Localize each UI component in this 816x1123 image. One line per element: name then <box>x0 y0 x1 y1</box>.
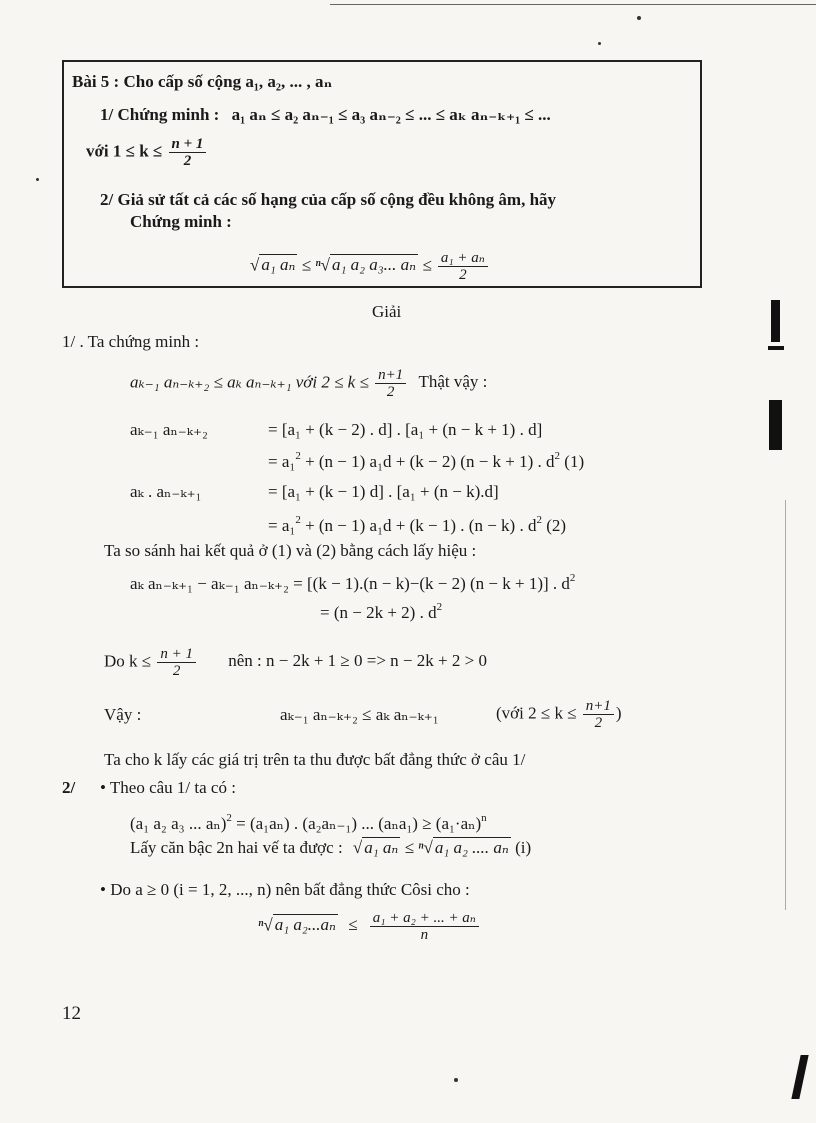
scan-speck <box>454 1078 458 1082</box>
since-fraction <box>157 646 196 679</box>
scan-speck <box>598 42 601 45</box>
diff-line2: = (n − 2k + 2) . $d^2$ <box>320 601 443 622</box>
eq1-lhs: aₖ₋₁ aₙ₋ₖ₊₂ <box>130 420 208 439</box>
part2-fraction <box>438 250 488 283</box>
eq2-cont: = a₁$^2$ + (n − 1) a₁d + (k − 1) . (n − k) . $d^2$ (2) <box>268 514 567 535</box>
part1-cond-fraction <box>169 136 207 169</box>
sqrt-term-1: a₁ aₙ <box>364 838 399 857</box>
eq-part: = (a₁aₙ) . (a₂aₙ₋₁) ... (aₙa₁) ≥ (a₁·aₙ) <box>231 814 482 833</box>
claim-tail: Thật vậy : <box>418 372 488 392</box>
eq-part: (a₁ a₂ a₃ ... aₙ) <box>130 814 227 833</box>
s2-bullet2: • Do a ≥ 0 (i = 1, 2, ..., n) nên bất đẳng thức Côsi cho : <box>100 880 470 899</box>
conclude-part1: Ta cho k lấy các giá trị trên ta thu được bất đẳng thức ở câu 1/ <box>104 750 526 769</box>
since-prefix: Do k ≤ <box>104 651 152 671</box>
scan-edge-mark-2 <box>769 400 782 450</box>
frac-num: n + 1 <box>169 136 207 153</box>
s1-claim <box>130 367 487 400</box>
page-number: 12 <box>62 1003 81 1024</box>
sqrt-term-1: a₁ aₙ <box>261 255 296 275</box>
compare-text: Ta so sánh hai kết quả ở (1) và (2) bằng cách lấy hiệu : <box>104 541 477 560</box>
sqrt-term-2: a₁ a₂ a₃... aₙ <box>331 255 417 275</box>
frac-den: n <box>420 927 429 943</box>
so-ineq: aₖ₋₁ aₙ₋ₖ₊₂ ≤ aₖ aₙ₋ₖ₊₁ <box>280 705 439 724</box>
frac-den: 2 <box>594 715 603 731</box>
since-tail: nên : n − 2k + 1 ≥ 0 => n − 2k + 2 > 0 <box>228 651 487 671</box>
cond-close: ) <box>615 703 622 723</box>
diff-text: aₖ aₙ₋ₖ₊₁ − aₖ₋₁ aₙ₋ₖ₊₂ = [(k − 1).(n − k)−(k − 2) (n − k + 1)] . d <box>130 574 570 593</box>
le-sign: ≤ <box>348 915 358 935</box>
since-line <box>104 646 487 679</box>
eq-part: + (n − 1) a₁d + (k − 2) (n − k + 1) . d <box>300 452 555 471</box>
so-label: Vậy : <box>104 705 142 724</box>
part1-label: 1/ Chứng minh : <box>100 105 220 124</box>
so-cond <box>496 698 622 731</box>
s2-label: 2/ <box>62 778 76 797</box>
eq2-rhs: = [a₁ + (k − 1) d] . [a₁ + (n − k).d] <box>268 482 499 501</box>
nth-root-sign: ⁿ <box>258 915 264 935</box>
problem-title: Bài 5 : Cho cấp số cộng a₁, a₂, ... , aₙ <box>72 72 333 91</box>
scan-top-line <box>330 4 816 5</box>
cauchy-fraction <box>370 910 479 943</box>
eq1-cont: = a₁$^2$ + (n − 1) a₁d + (k − 2) (n − k + 1) . $d^2$ (1) <box>268 450 585 471</box>
scan-edge-mark-3 <box>791 1055 808 1099</box>
frac-den: 2 <box>183 153 192 169</box>
eq2-lhs: aₖ . aₙ₋ₖ₊₁ <box>130 482 202 501</box>
root-text: Lấy căn bậc 2n hai vế ta được : <box>130 838 343 857</box>
diff-text: = (n − 2k + 2) . d <box>320 603 437 622</box>
frac-den: 2 <box>386 384 395 400</box>
part2-line2: Chứng minh : <box>130 212 232 231</box>
solution-heading: Giải <box>372 302 402 321</box>
part1-cond-prefix: với 1 ≤ k ≤ <box>86 141 163 161</box>
claim-fraction <box>375 367 406 400</box>
le-sign: ≤ <box>422 255 432 275</box>
frac-num: a₁ + aₙ <box>438 250 488 267</box>
claim-text: aₖ₋₁ aₙ₋ₖ₊₂ ≤ aₖ aₙ₋ₖ₊₁ với 2 ≤ k ≤ <box>130 372 369 392</box>
diff-line1: aₖ aₙ₋ₖ₊₁ − aₖ₋₁ aₙ₋ₖ₊₂ = [(k − 1).(n − k)−(k − 2) (n − k + 1)] . $d^2$ <box>130 572 576 593</box>
sqrt-term-2: a₁ a₂ .... aₙ <box>434 838 509 857</box>
scan-edge-mark-1-foot <box>768 346 784 350</box>
eq-tag: (i) <box>515 838 532 857</box>
scan-vertical-line <box>785 500 786 910</box>
scan-speck <box>36 178 39 181</box>
eq1-rhs: = [a₁ + (k − 2) . d] . [a₁ + (n − k + 1) . d] <box>268 420 543 439</box>
s2-bullet1: • Theo câu 1/ ta có : <box>100 778 236 797</box>
s1-intro: 1/ . Ta chứng minh : <box>62 332 200 351</box>
part2-inequality: √ a₁ aₙ ≤ ⁿ√ a₁ a₂ a₃... aₙ ≤ $\frac{\text{a₁ + aₙ}}{2}$ <box>250 250 490 283</box>
eq-tag: (2) <box>546 516 567 535</box>
eq-part: = a₁ <box>268 452 296 471</box>
eq-part: = a₁ <box>268 516 296 535</box>
nth-root-sign: ≤ ⁿ <box>301 255 321 275</box>
s2-eq: (a₁ a₂ a₃ ... aₙ)$^2$ = (a₁aₙ) . (a₂aₙ₋₁) ... $(a_na_1) \ge (a_1\cdot a_n)^n$ <box>130 812 487 833</box>
sqrt-term: a₁ a₂...aₙ <box>274 915 336 935</box>
eq-tag: (1) <box>564 452 585 471</box>
part1-formula: a₁ aₙ ≤ a₂ aₙ₋₁ ≤ a₃ aₙ₋₂ ≤ ... ≤ aₖ aₙ₋ₖ₊₁ ≤ ... <box>231 105 551 124</box>
eq-part: + (n − 1) a₁d + (k − 1) . (n − k) . d <box>300 516 537 535</box>
nth-root-sign: ≤ ⁿ <box>404 838 424 857</box>
frac-num: n + 1 <box>157 646 196 663</box>
part2-line1: 2/ Giả sử tất cả các số hạng của cấp số cộng đều không âm, hãy <box>100 190 557 209</box>
frac-num: n+1 <box>375 367 406 384</box>
frac-den: 2 <box>172 663 181 679</box>
frac-num: a₁ + a₂ + ... + aₙ <box>370 910 479 927</box>
scan-edge-mark-1 <box>771 300 780 342</box>
frac-den: 2 <box>459 267 467 283</box>
part1-condition <box>86 136 208 169</box>
s2-root-line: Lấy căn bậc 2n hai vế ta được : √ a₁ aₙ ≤ ⁿ√ a₁ a₂ .... aₙ (i) <box>130 838 532 857</box>
scan-speck <box>637 16 641 20</box>
cauchy-inequality: ⁿ√ a₁ a₂...aₙ ≤ $\frac{\text{a₁ + a₂ + ... + aₙ}}{n}$ <box>258 910 481 943</box>
part1-statement <box>100 105 551 125</box>
frac-num: n+1 <box>583 698 614 715</box>
so-fraction <box>583 698 614 731</box>
cond-text: (với 2 ≤ k ≤ <box>496 703 577 723</box>
